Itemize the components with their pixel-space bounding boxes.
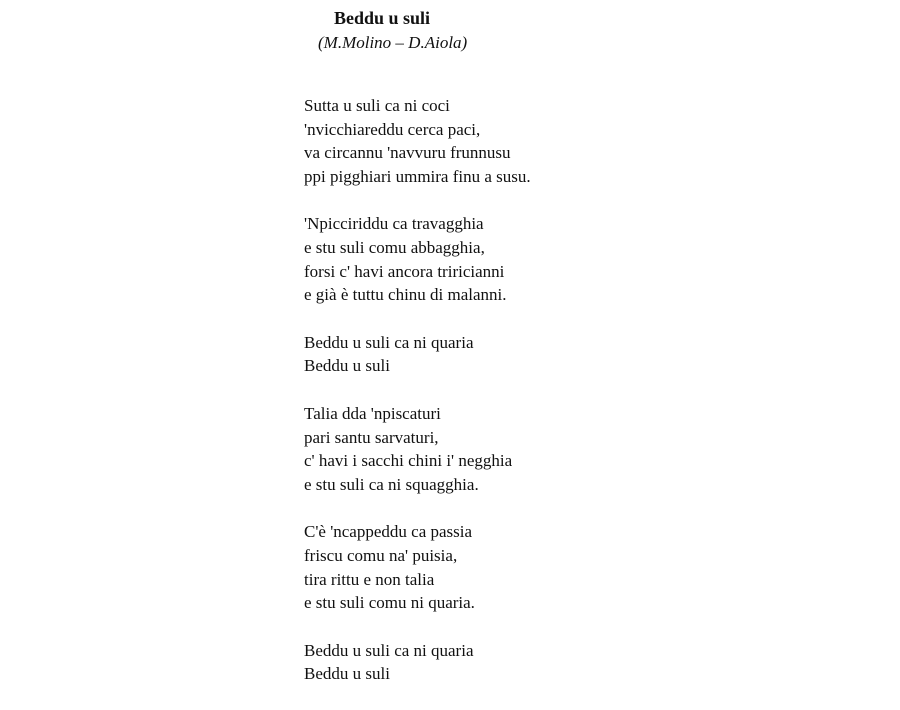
lyric-line: ppi pigghiari ummira finu a susu.	[304, 166, 531, 186]
lyric-line: forsi c' havi ancora triricianni	[304, 261, 505, 281]
song-authors: (M.Molino – D.Aiola)	[318, 33, 468, 52]
lyric-line: e già è tuttu chinu di malanni.	[304, 285, 507, 305]
lyric-line: e stu suli comu abbagghia,	[304, 237, 485, 257]
lyric-line: e stu suli ca ni squagghia.	[304, 474, 479, 494]
lyric-line: va circannu 'navvuru frunnusu	[304, 143, 511, 163]
lyric-line: e stu suli comu ni quaria.	[304, 593, 475, 613]
stanza	[304, 331, 864, 378]
lyrics-body	[304, 94, 864, 710]
lyric-line: tira rittu e non talia	[304, 569, 435, 589]
stanza	[304, 520, 864, 614]
stanza	[304, 639, 864, 686]
stanza	[304, 402, 864, 496]
lyric-line: Beddu u suli ca ni quaria	[304, 332, 474, 352]
lyric-line: Beddu u suli	[304, 664, 390, 684]
lyric-line: Beddu u suli ca ni quaria	[304, 640, 474, 660]
lyric-line: C'è 'ncappeddu ca passia	[304, 522, 473, 542]
stanza	[304, 212, 864, 306]
lyric-line: 'nvicchiareddu cerca paci,	[304, 119, 481, 139]
stanza	[304, 94, 864, 188]
lyric-line: 'Npicciriddu ca travagghia	[304, 214, 484, 234]
lyric-line: Talia dda 'npiscaturi	[304, 403, 441, 423]
lyric-line: Sutta u suli ca ni coci	[304, 96, 450, 115]
lyric-line: c' havi i sacchi chini i' negghia	[304, 451, 513, 471]
song-title: Beddu u suli	[334, 8, 431, 28]
lyric-line: Beddu u suli	[304, 356, 390, 376]
lyric-line: friscu comu na' puisia,	[304, 545, 458, 565]
lyric-line: pari santu sarvaturi,	[304, 427, 439, 447]
